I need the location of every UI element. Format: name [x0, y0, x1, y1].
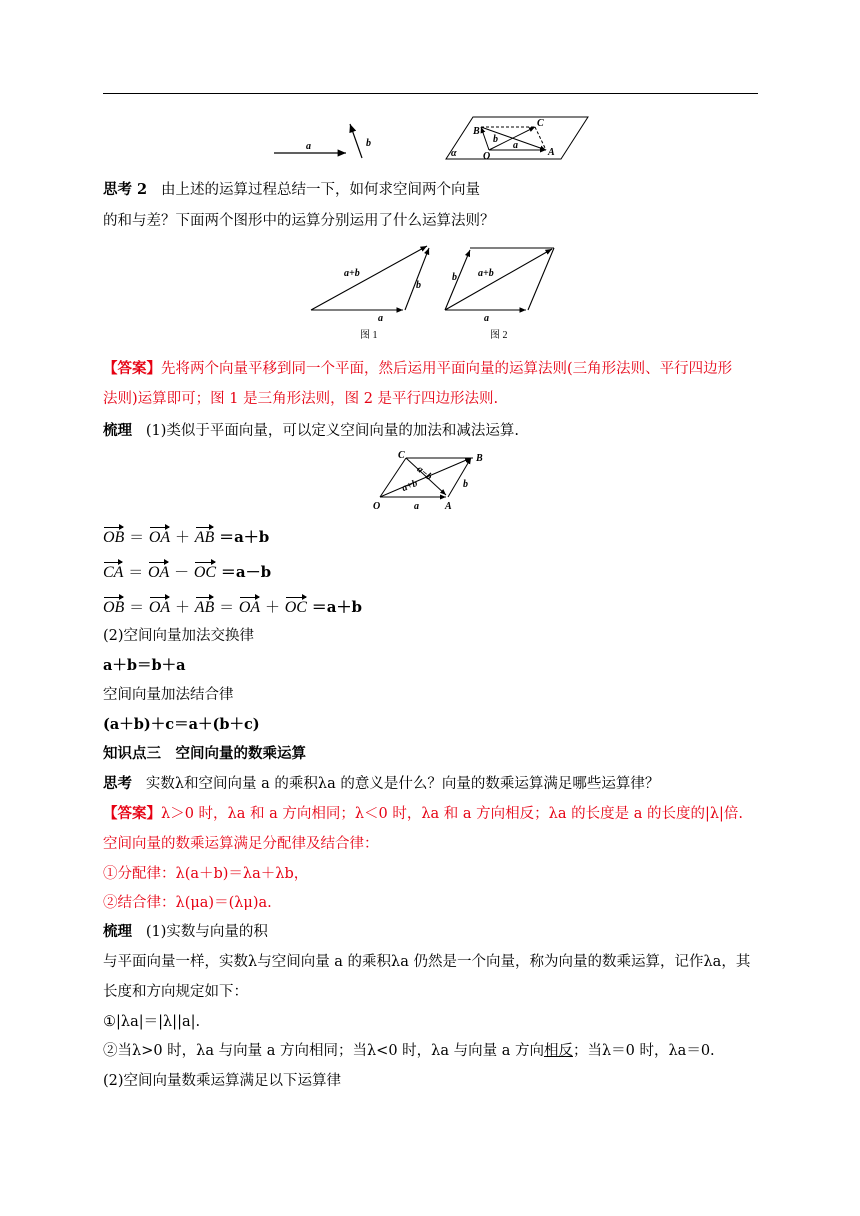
figure-1-triangle: [308, 240, 436, 345]
figure-vectors-a-b: [270, 118, 380, 163]
vector-a-label: a: [306, 141, 311, 152]
review2-underlined: 相反: [543, 1043, 573, 1059]
vec-OA: OA: [148, 529, 171, 546]
review2-line2: 与平面向量一样，实数λ与空间向量 a 的乘积λa 仍然是一个向量，称为向量的数乘运算，记作λa，其: [103, 954, 751, 970]
review2-text5a: ②当λ>0 时，λa 与向量 a 方向相同；当λ<0 时，λa 与向量 a 方向: [103, 1043, 544, 1059]
figure-plane-alpha: [443, 112, 593, 164]
think2-heading: 思考 2: [103, 181, 148, 198]
think2-line1: [103, 180, 480, 200]
think-text: 实数λ和空间向量 a 的乘积λa 的意义是什么？向量的数乘运算满足哪些运算律？: [145, 776, 660, 792]
point-B-label: B: [473, 126, 480, 137]
review2-text5b: ；当λ＝0 时，λa＝0.: [572, 1043, 715, 1059]
review1-text: (1)类似于平面向量，可以定义空间向量的加法和减法运算.: [145, 423, 519, 439]
mid-diff-label: a−b: [414, 463, 434, 483]
review2-line1: [103, 922, 268, 942]
mid-b-label: b: [463, 479, 468, 490]
vec-OA: OA: [148, 564, 170, 581]
answer2-line1: [103, 804, 743, 824]
section-title-3: 知识点三 空间向量的数乘运算: [103, 745, 306, 762]
figure-2-parallelogram: [440, 240, 564, 345]
vector-b-label: b: [366, 138, 371, 149]
associative-title: 空间向量加法结合律: [103, 687, 234, 703]
equation-1: OB ＝ OA ＋ AB ＝a＋b: [103, 528, 270, 546]
answer1-line1: [103, 359, 732, 379]
fig2-caption: 图 2: [490, 330, 508, 341]
review1-heading: 梳理: [103, 422, 132, 439]
think-heading: 思考: [103, 775, 132, 792]
point-A-label: A: [548, 147, 555, 158]
answer2-line3: ①分配律：λ(a＋b)＝λa＋λb，: [103, 866, 309, 882]
mid-sum-label: a+b: [400, 477, 420, 495]
associative-law: (a＋b)＋c＝a＋(b＋c): [103, 716, 260, 733]
vec-OA: OA: [148, 599, 171, 616]
point-C-label: C: [537, 118, 544, 129]
vec-OB: OB: [103, 529, 125, 546]
answer2-line4: ②结合律：λ(μa)＝(λμ)a.: [103, 895, 272, 911]
mid-O-label: O: [373, 501, 381, 512]
plane-a-label: a: [513, 140, 518, 151]
eq2-result: ＝a－b: [220, 563, 272, 581]
eq3-result: ＝a＋b: [311, 598, 362, 616]
answer2-line2: 空间向量的数乘运算满足分配律及结合律：: [103, 836, 379, 852]
equation-2: CA ＝ OA － OC ＝a－b: [103, 563, 272, 581]
fig2-b-label: b: [452, 272, 457, 283]
mid-A-label: A: [445, 501, 452, 512]
fig1-b-label: b: [416, 280, 421, 291]
fig1-caption: 图 1: [360, 330, 378, 341]
review2-text1: (1)实数与向量的积: [145, 924, 268, 940]
vec-OA: OA: [238, 599, 261, 616]
vec-AB: AB: [194, 529, 215, 546]
mid-a-label: a: [414, 501, 419, 512]
vec-OC: OC: [284, 599, 307, 616]
answer1-text1: 先将两个向量平移到同一个平面，然后运用平面向量的运算法则(三角形法则、平行四边形: [161, 361, 733, 377]
think-question: [103, 774, 659, 794]
review1-line: [103, 421, 519, 441]
vec-CA: CA: [103, 564, 124, 581]
fig1-sum-label: a+b: [344, 268, 360, 279]
answer2-tag: 【答案】: [103, 805, 161, 822]
point-O-label: O: [483, 151, 491, 162]
review2-line5: [103, 1041, 715, 1061]
review2-heading: 梳理: [103, 923, 132, 940]
review2-line6: (2)空间向量数乘运算满足以下运算律: [103, 1073, 342, 1089]
plane-b-label: b: [493, 134, 498, 145]
vec-OC: OC: [193, 564, 217, 581]
equation-3: OB ＝ OA ＋ AB ＝ OA ＋ OC ＝a＋b: [103, 598, 362, 616]
fig2-a-label: a: [484, 313, 489, 324]
answer1-line2: 法则)运算即可；图 1 是三角形法则，图 2 是平行四边形法则.: [103, 391, 499, 407]
commutative-law: a＋b＝b＋a: [103, 657, 186, 674]
fig1-a-label: a: [378, 313, 383, 324]
commutative-title: (2)空间向量加法交换律: [103, 628, 255, 644]
think2-text1: 由上述的运算过程总结一下，如何求空间两个向量: [160, 182, 480, 198]
review2-line3: 长度和方向规定如下：: [103, 984, 248, 1000]
review2-line4: ①|λa|＝|λ||a|.: [103, 1014, 201, 1030]
vec-AB: AB: [194, 599, 215, 616]
eq1-result: ＝a＋b: [219, 528, 270, 546]
mid-B-label: B: [476, 453, 483, 464]
fig2-sum-label: a+b: [478, 268, 494, 279]
alpha-label: α: [451, 148, 457, 159]
mid-C-label: C: [398, 450, 405, 461]
vec-OB: OB: [103, 599, 125, 616]
answer2-text: λ＞0 时，λa 和 a 方向相同；λ＜0 时，λa 和 a 方向相反；λa 的长度是 a 的长度的|λ|倍.: [161, 806, 744, 822]
header-rule: [103, 93, 758, 94]
answer1-tag: 【答案】: [103, 360, 161, 377]
figure-parallelogram-OABC: [368, 447, 492, 515]
think2-line2: 的和与差？下面两个图形中的运算分别运用了什么运算法则？: [103, 213, 495, 229]
